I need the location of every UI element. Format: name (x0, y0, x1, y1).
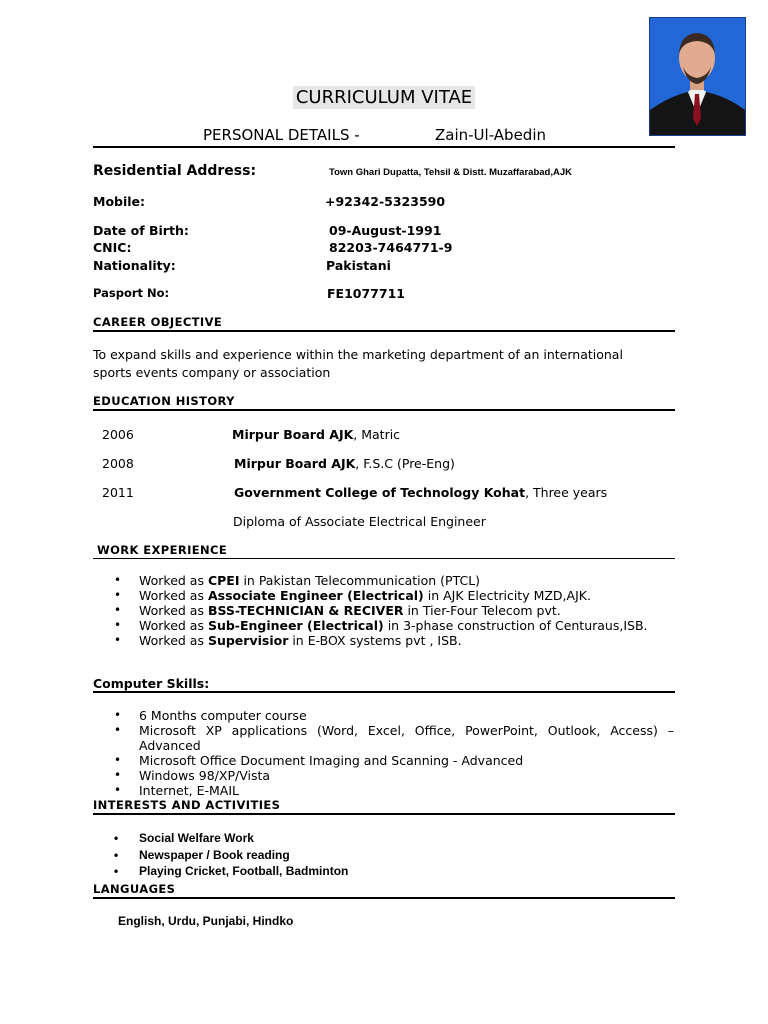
mobile-value: +92342-5323590 (325, 194, 446, 209)
mobile-label: Mobile: (93, 194, 146, 209)
education-school: Mirpur Board AJK (232, 427, 354, 442)
list-item: • 6 Months computer course (114, 708, 674, 723)
work-prefix: Worked as (139, 633, 208, 648)
list-item: • Microsoft Office Document Imaging and Scanning - Advanced (114, 753, 674, 768)
personal-details-heading (203, 126, 546, 144)
education-detail: , F.S.C (Pre-Eng) (355, 456, 455, 471)
work-company: in 3-phase construction of Centuraus,ISB. (383, 618, 648, 633)
interests-list (114, 830, 348, 880)
list-item: • Windows 98/XP/Vista (114, 768, 674, 783)
languages-divider (93, 897, 675, 899)
nationality-label: Nationality: (93, 258, 176, 273)
list-item (114, 573, 648, 588)
dob-label: Date of Birth: (93, 223, 189, 238)
list-item: • Internet, E-MAIL (114, 783, 674, 798)
career-divider (93, 330, 675, 332)
passport-value: FE1077711 (327, 286, 405, 301)
work-role: Sub-Engineer (Electrical) (207, 618, 384, 633)
cv-title-text: CURRICULUM VITAE (293, 86, 475, 109)
address-value: Town Ghari Dupatta, Tehsil & Distt. Muzaffarabad,AJK (329, 167, 572, 178)
list-item: • Playing Cricket, Football, Badminton (114, 863, 348, 880)
education-year: 2008 (102, 456, 134, 471)
career-objective-line1: To expand skills and experience within the marketing department of an international (93, 347, 623, 362)
education-school: Mirpur Board AJK (234, 456, 356, 471)
education-heading: EDUCATION HISTORY (93, 394, 235, 408)
work-role: Associate Engineer (Electrical) (207, 588, 424, 603)
computer-divider (93, 691, 675, 693)
list-item: • Microsoft XP applications (Word, Excel, Office, PowerPoint, Outlook, Access) – Advanced (114, 723, 674, 753)
list-item: • Newspaper / Book reading (114, 847, 348, 864)
work-role: CPEI (207, 573, 240, 588)
work-company: in Tier-Four Telecom pvt. (403, 603, 561, 618)
interests-heading: INTERESTS AND ACTIVITIES (93, 798, 281, 812)
work-company: in E-BOX systems pvt , ISB. (288, 633, 462, 648)
header-divider (93, 146, 675, 148)
work-prefix: Worked as (139, 618, 208, 633)
education-divider (93, 409, 675, 411)
work-prefix: Worked as (139, 573, 208, 588)
work-experience-heading: WORK EXPERIENCE (97, 543, 228, 557)
education-detail: , Three years (525, 485, 608, 500)
work-role: BSS-TECHNICIAN & RECIVER (207, 603, 404, 618)
profile-photo (649, 17, 746, 136)
computer-skills-heading: Computer Skills: (93, 676, 210, 691)
education-entry (234, 485, 607, 500)
candidate-name: Zain-Ul-Abedin (435, 126, 546, 144)
education-year: 2011 (102, 485, 134, 500)
computer-skills-list (114, 708, 674, 798)
education-entry (232, 427, 400, 442)
list-item (114, 618, 648, 633)
work-experience-list (114, 573, 648, 648)
work-prefix: Worked as (139, 603, 208, 618)
list-item (114, 633, 648, 648)
education-year: 2006 (102, 427, 134, 442)
nationality-value: Pakistani (326, 258, 391, 273)
passport-label: Pasport No: (93, 286, 170, 300)
interests-divider (93, 813, 675, 815)
address-label: Residential Address: (93, 163, 257, 179)
work-company: in AJK Electricity MZD,AJK. (423, 588, 591, 603)
education-detail: , Matric (353, 427, 401, 442)
cnic-label: CNIC: (93, 240, 132, 255)
career-objective-line2: sports events company or association (93, 365, 331, 380)
languages-heading: LANGUAGES (93, 882, 176, 896)
list-item (114, 588, 648, 603)
career-objective-heading: CAREER OBJECTIVE (93, 315, 223, 329)
languages-value: English, Urdu, Punjabi, Hindko (118, 914, 294, 928)
work-role: Supervisior (207, 633, 289, 648)
education-diploma: Diploma of Associate Electrical Engineer (233, 514, 486, 529)
cv-title (0, 87, 768, 108)
education-entry (234, 456, 455, 471)
work-company: in Pakistan Telecommunication (PTCL) (239, 573, 481, 588)
portrait-image (650, 18, 745, 135)
work-divider (93, 558, 675, 559)
list-item (114, 603, 648, 618)
cnic-value: 82203-7464771-9 (329, 240, 453, 255)
list-item: • Social Welfare Work (114, 830, 348, 847)
personal-details-label: PERSONAL DETAILS - (203, 126, 360, 144)
dob-value: 09-August-1991 (329, 223, 442, 238)
education-school: Government College of Technology Kohat (234, 485, 526, 500)
work-prefix: Worked as (139, 588, 208, 603)
